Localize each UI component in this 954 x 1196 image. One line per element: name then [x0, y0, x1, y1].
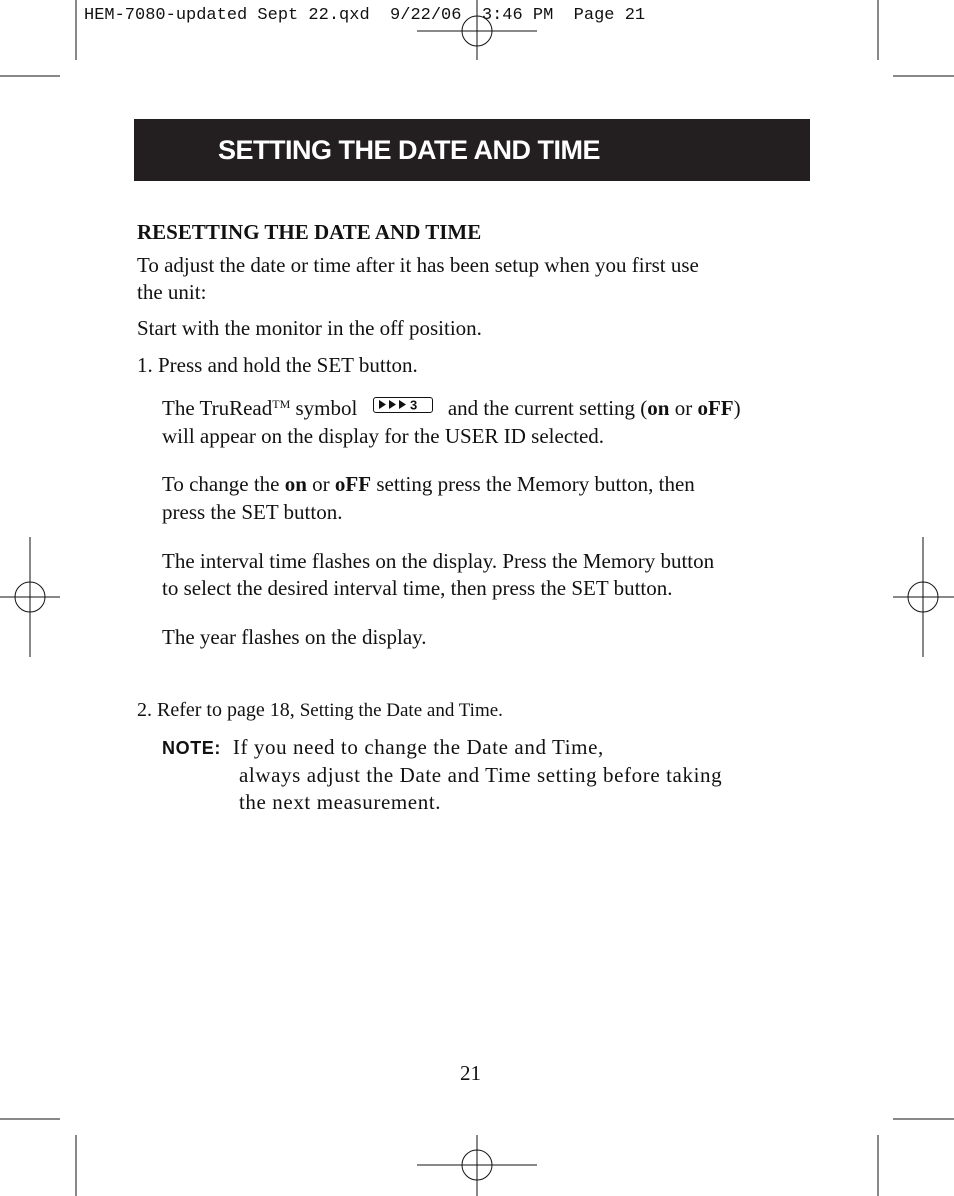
change-text: To change the — [162, 472, 285, 496]
truread-text: The TruRead — [162, 396, 273, 420]
registration-mark-right — [893, 537, 954, 657]
truread-symbol-number: 3 — [409, 398, 417, 412]
truread-line-2: will appear on the display for the USER ID selected. — [162, 424, 605, 448]
interval-line-1: The interval time flashes on the display. Press the Memory button — [162, 549, 715, 573]
intro-line-2: the unit: — [137, 280, 207, 304]
banner-title: SETTING THE DATE AND TIME — [218, 134, 600, 165]
off-setting: oFF — [697, 396, 734, 420]
interval-line-2: to select the desired interval time, then press the SET button. — [162, 576, 673, 600]
print-slug: HEM-7080-updated Sept 22.qxd 9/22/06 3:46 PM Page 21 — [84, 6, 646, 25]
registration-mark-left — [0, 537, 60, 657]
trademark-mark: TM — [272, 397, 291, 411]
note-text-1: If you need to change the Date and Time, — [232, 735, 604, 759]
start-instruction: Start with the monitor in the off position. — [137, 316, 482, 340]
section-heading: RESETTING THE DATE AND TIME — [137, 220, 482, 244]
change-line-2: press the SET button. — [162, 500, 343, 524]
intro-line-1: To adjust the date or time after it has been setup when you first use — [137, 253, 699, 277]
step-2 — [137, 697, 503, 724]
registration-mark-bottom — [417, 1135, 537, 1196]
step-2-reference: Setting the Date and Time. — [299, 700, 503, 721]
section-banner — [134, 119, 810, 181]
page-number: 21 — [460, 1061, 481, 1085]
change-text-end: setting press the Memory button, then — [371, 472, 695, 496]
note-line-2: always adjust the Date and Time setting before taking — [239, 763, 723, 787]
step-1: 1. Press and hold the SET button. — [137, 353, 418, 377]
registration-mark-top — [417, 0, 537, 60]
truread-symbol-label: symbol — [290, 396, 358, 420]
on-setting: on — [284, 472, 307, 496]
off-setting: oFF — [334, 472, 372, 496]
note-label: NOTE: — [162, 738, 221, 758]
note-line-1 — [162, 734, 604, 762]
close-paren: ) — [733, 396, 741, 420]
truread-line-1 — [162, 395, 741, 425]
change-line-1 — [162, 471, 695, 498]
note-line-3: the next measurement. — [239, 790, 442, 814]
on-setting: on — [647, 396, 670, 420]
or-text: or — [306, 472, 335, 496]
step-2-text: 2. Refer to page 18, — [137, 699, 300, 721]
current-setting-text: and the current setting ( — [447, 396, 648, 420]
truread-symbol-icon — [373, 397, 433, 413]
or-text: or — [669, 396, 698, 420]
year-line: The year flashes on the display. — [162, 625, 427, 649]
